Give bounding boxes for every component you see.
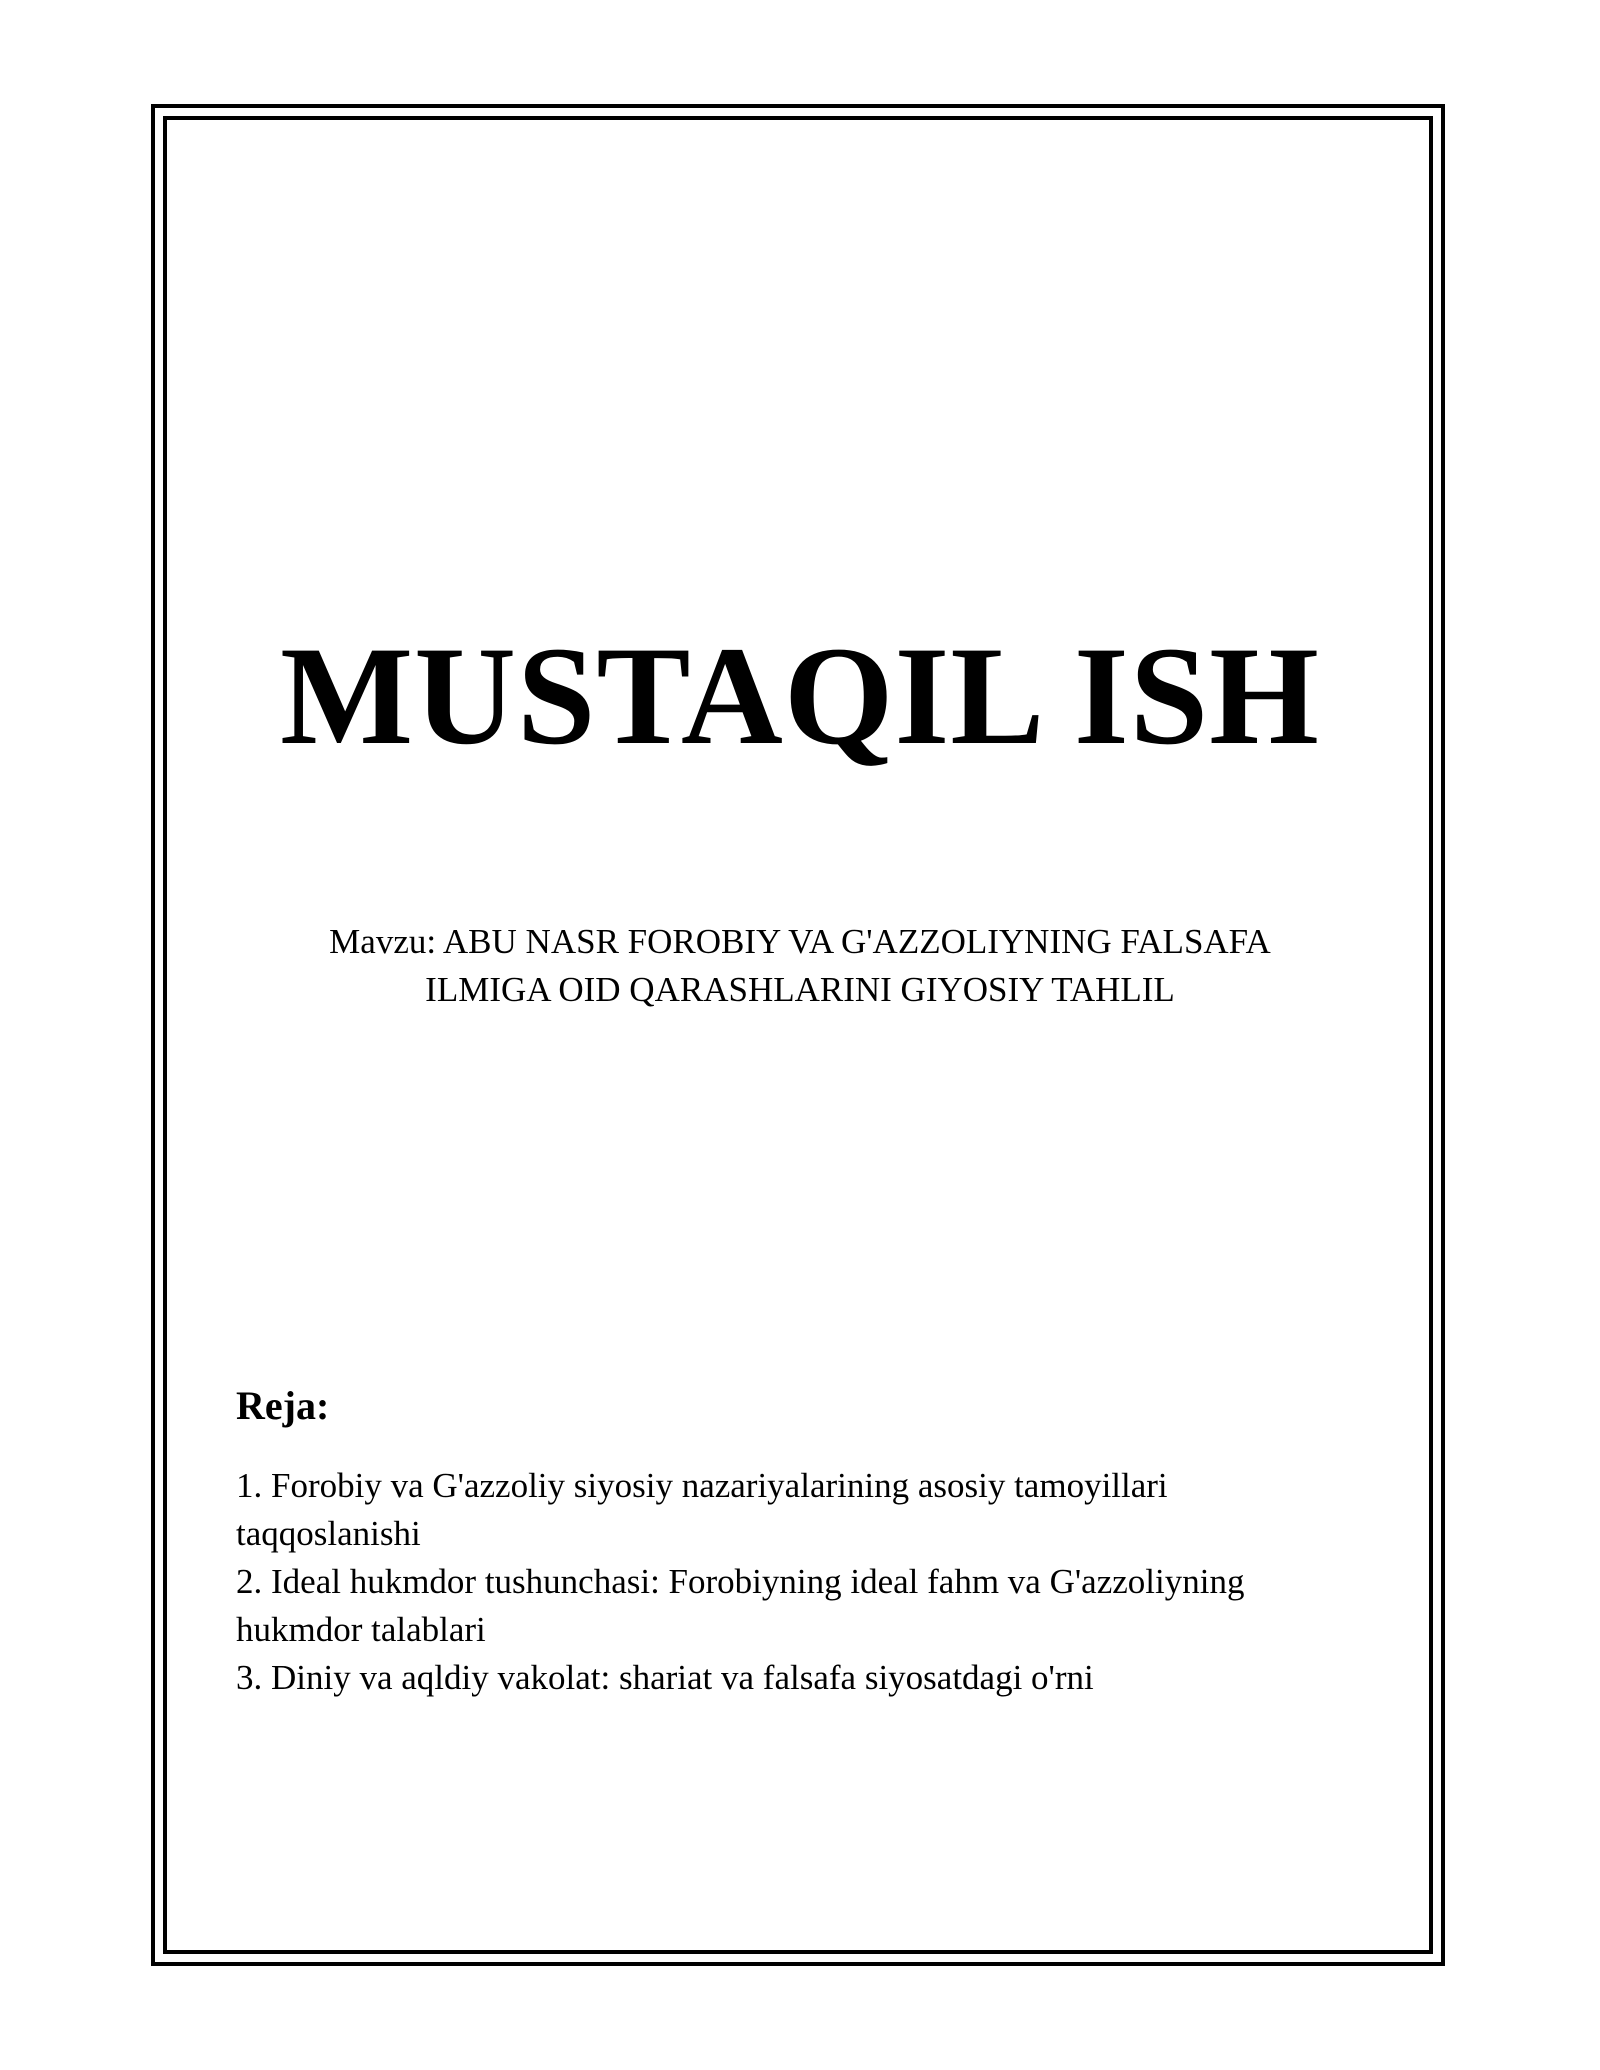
plan-item-1: 1. Forobiy va G'azzoliy siyosiy nazariyalarining asosiy tamoyillari taqqoslanishi bbox=[236, 1466, 1168, 1553]
plan-item-3: 3. Diniy va aqldiy vakolat: shariat va falsafa siyosatdagi o'rni bbox=[236, 1658, 1094, 1697]
topic-text bbox=[200, 918, 1400, 1014]
topic-line-2: ILMIGA OID QARASHLARINI GIYOSIY TAHLIL bbox=[425, 970, 1175, 1009]
plan-item-2: 2. Ideal hukmdor tushunchasi: Forobiyning ideal fahm va G'azzoliyning hukmdor talablari bbox=[236, 1562, 1245, 1649]
topic-line-1: Mavzu: ABU NASR FOROBIY VA G'AZZOLIYNING FALSAFA bbox=[329, 922, 1271, 961]
plan-heading: Reja: bbox=[236, 1383, 330, 1428]
plan-list bbox=[236, 1462, 1356, 1702]
document-title: MUSTAQIL ISH bbox=[280, 618, 1320, 774]
